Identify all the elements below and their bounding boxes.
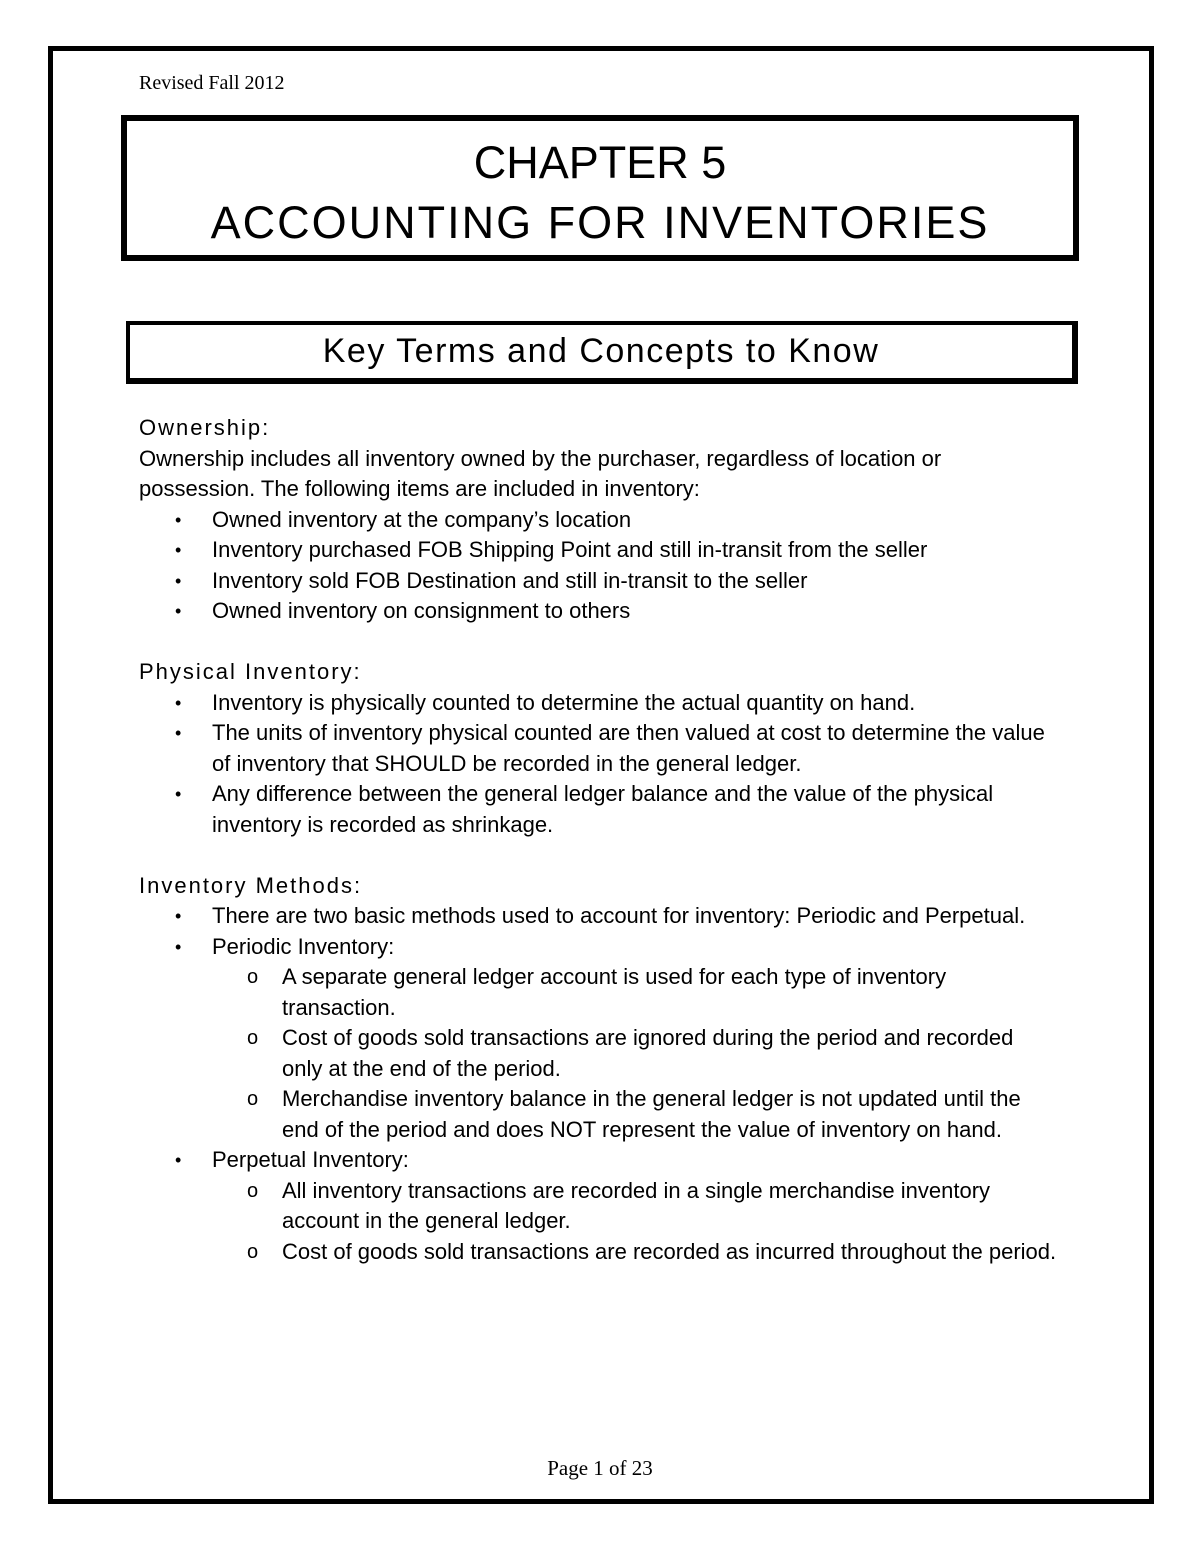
list-item-text: Any difference between the general ledger balance and the value of the physical inventory is recorded as shrinkage. bbox=[212, 781, 994, 837]
bullet-icon: • bbox=[175, 936, 182, 957]
list-item bbox=[139, 901, 1059, 932]
bullet-icon: • bbox=[175, 784, 182, 804]
bullet-icon: • bbox=[175, 1150, 182, 1170]
list-item bbox=[139, 688, 1059, 719]
sub-list-item-text: A separate general ledger account is used for each type of inventory transaction. bbox=[282, 964, 947, 1020]
perpetual-inventory-list bbox=[212, 1176, 1059, 1268]
ownership-intro: Ownership includes all inventory owned by the purchaser, regardless of location or possession. The following items are included in inventory: bbox=[139, 445, 942, 501]
periodic-inventory-list bbox=[212, 962, 1059, 1145]
chapter-title: ACCOUNTING FOR INVENTORIES bbox=[210, 197, 990, 248]
list-item bbox=[139, 596, 1059, 627]
sub-list-item bbox=[139, 1176, 1059, 1237]
sub-list-item-text: Merchandise inventory balance in the general ledger is not updated until the end of the period and does NOT represent the value of inventory on hand. bbox=[282, 1086, 1021, 1142]
bullet-icon: • bbox=[175, 906, 182, 926]
list-item bbox=[139, 566, 1059, 597]
list-item bbox=[139, 1145, 1059, 1267]
list-item-text: Owned inventory at the company’s location bbox=[212, 506, 632, 532]
sub-list-item bbox=[139, 1237, 1059, 1268]
bullet-icon: • bbox=[175, 570, 182, 591]
list-item bbox=[139, 932, 1059, 1146]
sub-list-item-text: Cost of goods sold transactions are recorded as incurred throughout the period. bbox=[282, 1238, 1057, 1264]
sub-bullet-icon: o bbox=[247, 1027, 259, 1049]
list-item bbox=[139, 505, 1059, 536]
sub-bullet-icon: o bbox=[247, 1240, 259, 1263]
list-item-text: Inventory sold FOB Destination and still in-transit to the seller bbox=[212, 567, 808, 593]
bullet-icon: • bbox=[175, 601, 182, 621]
bullet-icon: • bbox=[175, 692, 182, 713]
key-terms-heading: Key Terms and Concepts to Know bbox=[322, 332, 880, 370]
chapter-number: CHAPTER 5 bbox=[473, 137, 727, 188]
chapter-title-box bbox=[121, 115, 1079, 261]
list-item-text: Owned inventory on consignment to others bbox=[212, 598, 631, 623]
list-item-text: Inventory purchased FOB Shipping Point and still in-transit from the seller bbox=[212, 537, 928, 562]
sub-bullet-icon: o bbox=[247, 966, 259, 988]
inventory-methods-section bbox=[139, 871, 1059, 1268]
bullet-icon: • bbox=[175, 723, 182, 743]
sub-list-item bbox=[139, 1023, 1059, 1084]
physical-inventory-list bbox=[139, 688, 1059, 841]
sub-list-item bbox=[139, 1084, 1059, 1145]
inventory-methods-list bbox=[139, 901, 1059, 1267]
revised-note: Revised Fall 2012 bbox=[139, 72, 285, 94]
periodic-inventory-label: Periodic Inventory: bbox=[212, 933, 395, 959]
document-body bbox=[139, 413, 1059, 1267]
sub-bullet-icon: o bbox=[247, 1088, 259, 1110]
list-item-text: There are two basic methods used to account for inventory: Periodic and Perpetual. bbox=[212, 903, 1026, 928]
spacer bbox=[139, 840, 1059, 871]
bullet-icon: • bbox=[175, 509, 182, 530]
sub-list-item-text: Cost of goods sold transactions are ignored during the period and recorded only at the end of the period. bbox=[282, 1025, 1014, 1081]
page-number: Page 1 of 23 bbox=[547, 1456, 653, 1480]
ownership-section bbox=[139, 413, 1059, 627]
list-item bbox=[139, 718, 1059, 779]
spacer bbox=[139, 627, 1059, 658]
sub-bullet-icon: o bbox=[247, 1179, 259, 1202]
list-item bbox=[139, 779, 1059, 840]
sub-list-item bbox=[139, 962, 1059, 1023]
sub-list-item-text: All inventory transactions are recorded in a single merchandise inventory account in the general ledger. bbox=[282, 1177, 991, 1233]
key-terms-box bbox=[126, 321, 1078, 384]
physical-inventory-section bbox=[139, 657, 1059, 840]
list-item-text: Inventory is physically counted to determine the actual quantity on hand. bbox=[212, 689, 916, 715]
list-item bbox=[139, 535, 1059, 566]
perpetual-inventory-label: Perpetual Inventory: bbox=[212, 1147, 409, 1172]
ownership-list bbox=[139, 505, 1059, 627]
inventory-methods-heading: Inventory Methods: bbox=[139, 872, 363, 898]
bullet-icon: • bbox=[175, 540, 182, 560]
physical-inventory-heading: Physical Inventory: bbox=[139, 659, 362, 684]
ownership-heading: Ownership: bbox=[139, 415, 271, 440]
list-item-text: The units of inventory physical counted are then valued at cost to determine the value of inventory that SHOULD be recorded in the general ledger. bbox=[212, 720, 1045, 776]
